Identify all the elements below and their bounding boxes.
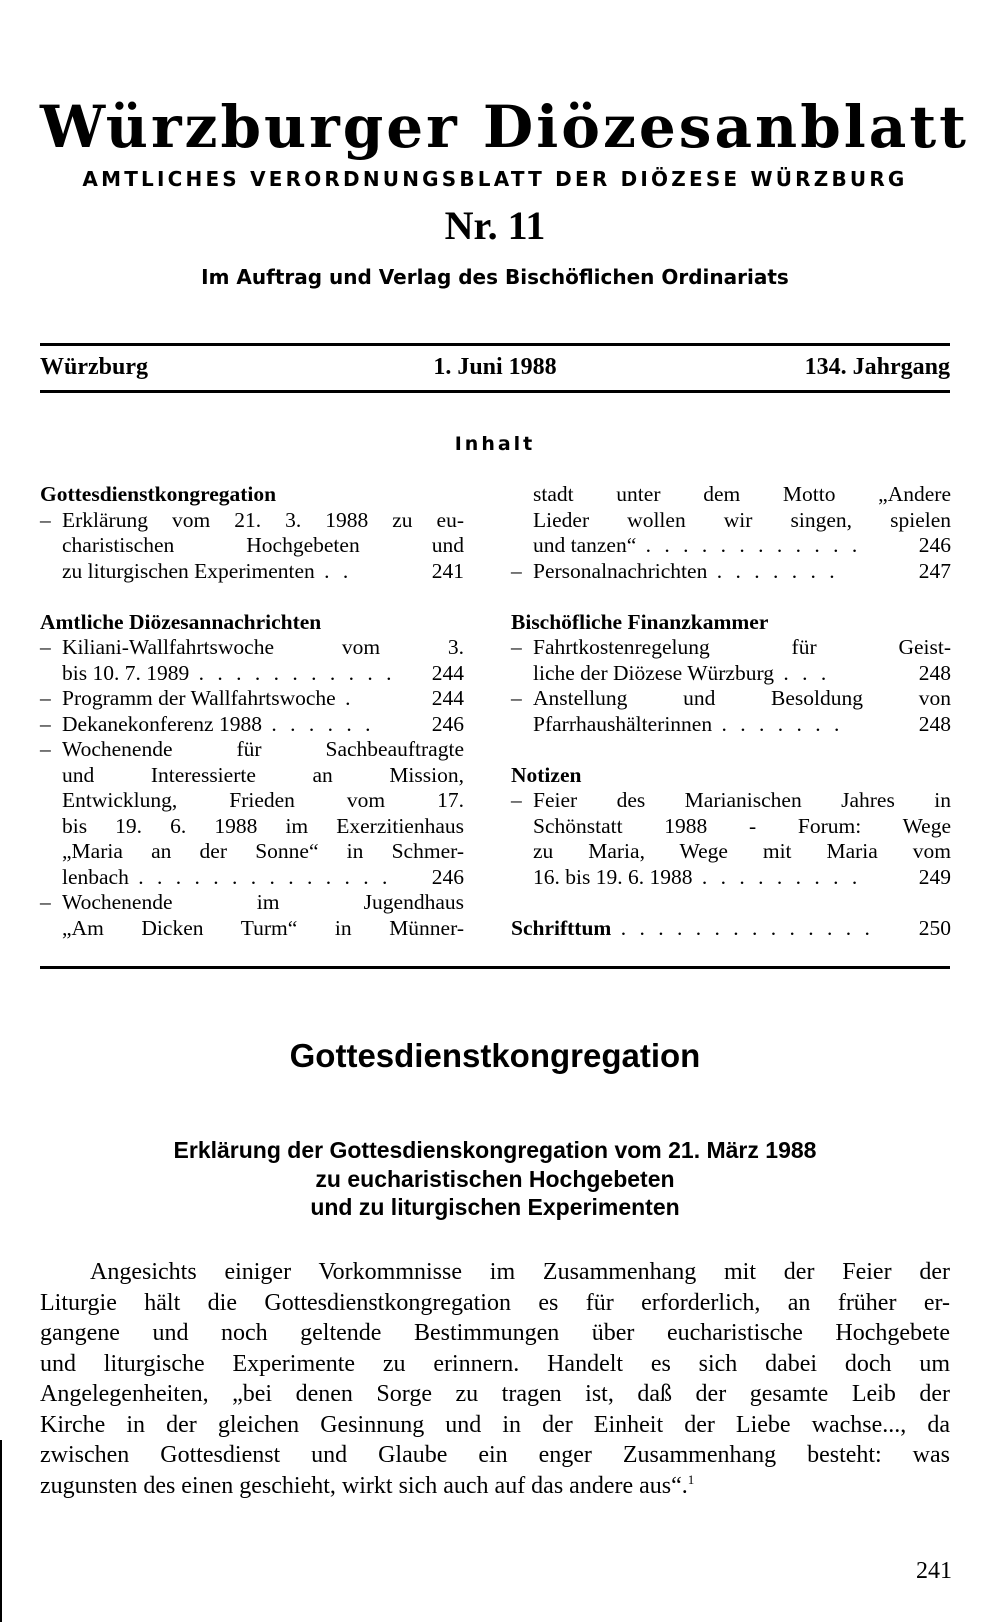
toc-section-title: Amtliche Diözesannachrichten — [40, 609, 322, 634]
toc-leader: . — [335, 686, 355, 710]
dateline-date: 1. Juni 1988 — [433, 354, 557, 380]
toc-entry-text: Pfarrhaushälterinnen — [533, 711, 713, 736]
toc-section — [511, 610, 951, 738]
margin-line — [0, 1440, 2, 1622]
dateline-volume: 134. Jahrgang — [804, 354, 950, 380]
toc-entry-text: Wochenende im Jugendhaus — [62, 890, 464, 914]
toc-entry-text: zu liturgischen Experimenten — [62, 558, 315, 583]
body-line: Angelegenheiten, „bei denen Sorge zu tragen ist, daß der gesamte Leib der — [40, 1381, 950, 1407]
toc-page-number: 248 — [918, 711, 951, 736]
toc-entry-text: zu Maria, Wege mit Maria vom — [533, 839, 951, 863]
toc-section-title: Notizen — [511, 762, 582, 787]
article-body — [40, 1257, 950, 1501]
toc-left-column — [40, 482, 464, 967]
toc-entry-text: und Interessierte an Mission, — [62, 762, 464, 787]
toc-leader: . . . . . . . . . — [692, 864, 862, 889]
toc-entry-text: Fahrtkostenregelung für Geist- — [533, 635, 951, 659]
toc-dash: – — [511, 788, 522, 812]
toc-entry-text: Lieder wollen wir singen, spielen — [533, 507, 951, 532]
toc-entry-text: Schönstatt 1988 - Forum: Wege — [533, 813, 951, 838]
toc-page-number: 241 — [431, 558, 464, 583]
toc-page-number: 247 — [918, 558, 951, 583]
body-line: zwischen Gottesdienst und Glaube ein enger Zusammenhang besteht: was — [40, 1442, 950, 1468]
toc-entry — [40, 686, 464, 712]
body-line — [40, 1471, 950, 1502]
toc-entry-text: Personalnachrichten — [533, 558, 708, 583]
toc-entry — [511, 559, 951, 585]
issue-number: Nr. 11 — [444, 203, 546, 248]
article-subtitle — [40, 1136, 950, 1222]
top-rule — [40, 343, 950, 346]
toc-dash: – — [40, 507, 51, 532]
toc-dash: – — [40, 890, 51, 914]
toc-entry-text: „Am Dicken Turm“ in Münner- — [62, 915, 464, 940]
masthead — [40, 92, 969, 290]
toc-page-number: 244 — [431, 660, 464, 685]
toc-entry — [40, 737, 464, 890]
body-line: Angesichts einiger Vorkommnisse im Zusammenhang mit der Feier der — [90, 1259, 950, 1285]
dateline — [40, 351, 950, 383]
toc-entry — [511, 788, 951, 890]
publication-subtitle: AMTLICHES VERORDNUNGSBLATT DER DIÖZESE WÜRZBURG — [82, 167, 908, 191]
toc-entry-text: „Maria an der Sonne“ in Schmer- — [62, 839, 464, 863]
toc-leader: . . . . . . . . . . . . . . — [611, 915, 874, 940]
toc-page-number: 246 — [918, 533, 951, 557]
toc-section-title: Schrifttum — [511, 915, 612, 940]
toc-entry-text: Kiliani-Wallfahrtswoche vom 3. — [62, 635, 464, 659]
toc-entry-text: Dekanekonferenz 1988 — [62, 711, 262, 736]
toc-dash: – — [511, 558, 522, 583]
body-line: gangene und noch geltende Bestimmungen über eucharistische Hochgebete — [40, 1320, 950, 1346]
toc-section — [40, 610, 464, 942]
toc-entry-text: Anstellung und Besoldung von — [533, 686, 951, 710]
toc-leader: . . . . . . . — [707, 558, 839, 583]
page-number: 241 — [916, 1558, 952, 1584]
toc-dash: – — [511, 686, 522, 710]
body-line: und liturgische Experimente zu erinnern. Handelt es sich dabei doch um — [40, 1350, 950, 1377]
toc-entry — [511, 482, 951, 559]
article-subtitle-line: Erklärung der Gottesdienskongregation vom 21. März 1988 — [173, 1137, 817, 1163]
toc-section — [511, 482, 951, 584]
toc-dash: – — [40, 686, 51, 710]
toc-entry-text: bis 10. 7. 1989 — [62, 660, 190, 685]
toc-dash: – — [40, 737, 51, 761]
article-subtitle-line: zu eucharistischen Hochgebeten — [315, 1165, 675, 1192]
body-line: Liturgie hält die Gottesdienstkongregation es für erforderlich, an früher er- — [40, 1289, 950, 1316]
toc-entry — [40, 890, 464, 941]
toc-page-number: 250 — [918, 915, 951, 940]
footnote-reference: 1 — [687, 1471, 695, 1487]
toc-section — [511, 916, 951, 942]
toc-page-number: 246 — [431, 864, 464, 889]
toc-entry-text: Programm der Wallfahrtswoche — [62, 686, 336, 710]
toc-entry-text: lenbach — [62, 864, 129, 889]
toc-dash: – — [511, 635, 522, 659]
toc-bottom-rule — [40, 966, 950, 969]
toc-leader: . . . . . . . — [712, 711, 844, 736]
toc-entry — [40, 635, 464, 686]
toc-entry — [511, 635, 951, 686]
toc-section-title: Gottesdienstkongregation — [40, 482, 277, 506]
toc-entry-text: bis 19. 6. 1988 im Exerzitienhaus — [62, 813, 464, 838]
body-line: Kirche in der gleichen Gesinnung und in der Einheit der Liebe wachse..., da — [40, 1411, 950, 1438]
toc-leader: . . — [314, 558, 353, 583]
toc-page-number: 248 — [918, 660, 951, 685]
dateline-place: Würzburg — [40, 354, 148, 380]
body-line-text: zugunsten des einen geschieht, wirkt sich auch auf das andere aus“. — [40, 1472, 688, 1499]
publication-title: Würzburger Diözesanblatt — [40, 93, 969, 161]
toc-entry — [511, 686, 951, 737]
toc-section — [511, 763, 951, 891]
toc-entry-text: Feier des Marianischen Jahres in — [533, 788, 951, 812]
toc-right-column — [511, 482, 951, 967]
toc-dash: – — [40, 711, 51, 736]
toc-heading: Inhalt — [454, 433, 536, 455]
toc-entry-text: Entwicklung, Frieden vom 17. — [62, 788, 464, 812]
section-heading: Gottesdienstkongregation — [289, 1037, 701, 1074]
toc-page-number: 249 — [918, 864, 951, 889]
dateline-bottom-rule — [40, 390, 950, 393]
toc-entry-text: 16. bis 19. 6. 1988 — [533, 864, 693, 889]
toc-section — [40, 482, 464, 584]
toc-section-title: Bischöfliche Finanzkammer — [511, 609, 769, 634]
toc-dash: – — [40, 635, 51, 659]
toc-leader: . . . . . . . . . . . — [189, 660, 396, 685]
toc-entry — [40, 508, 464, 585]
toc-entry-text: stadt unter dem Motto „Andere — [533, 482, 951, 506]
toc-entry — [40, 712, 464, 738]
toc-entry-text: Erklärung vom 21. 3. 1988 zu eu- — [62, 507, 464, 532]
toc-entry-text: und tanzen“ — [533, 533, 637, 557]
toc-entry-text: liche der Diözese Würzburg — [533, 660, 774, 685]
toc-leader: . . . . . . . . . . . . . . — [128, 864, 392, 889]
toc-entry-text: charistischen Hochgebeten und — [62, 533, 464, 557]
toc-leader: . . . — [773, 660, 831, 685]
toc-leader: . . . . . . . . . . . . — [636, 533, 862, 557]
toc-entry-text: Wochenende für Sachbeauftragte — [62, 737, 464, 761]
article-subtitle-line: und zu liturgischen Experimenten — [310, 1194, 680, 1220]
toc-page-number: 246 — [431, 711, 464, 736]
publisher-line: Im Auftrag und Verlag des Bischöflichen Ordinariats — [201, 265, 789, 289]
toc-leader: . . . . . . — [261, 711, 375, 736]
toc-page-number: 244 — [431, 686, 464, 710]
